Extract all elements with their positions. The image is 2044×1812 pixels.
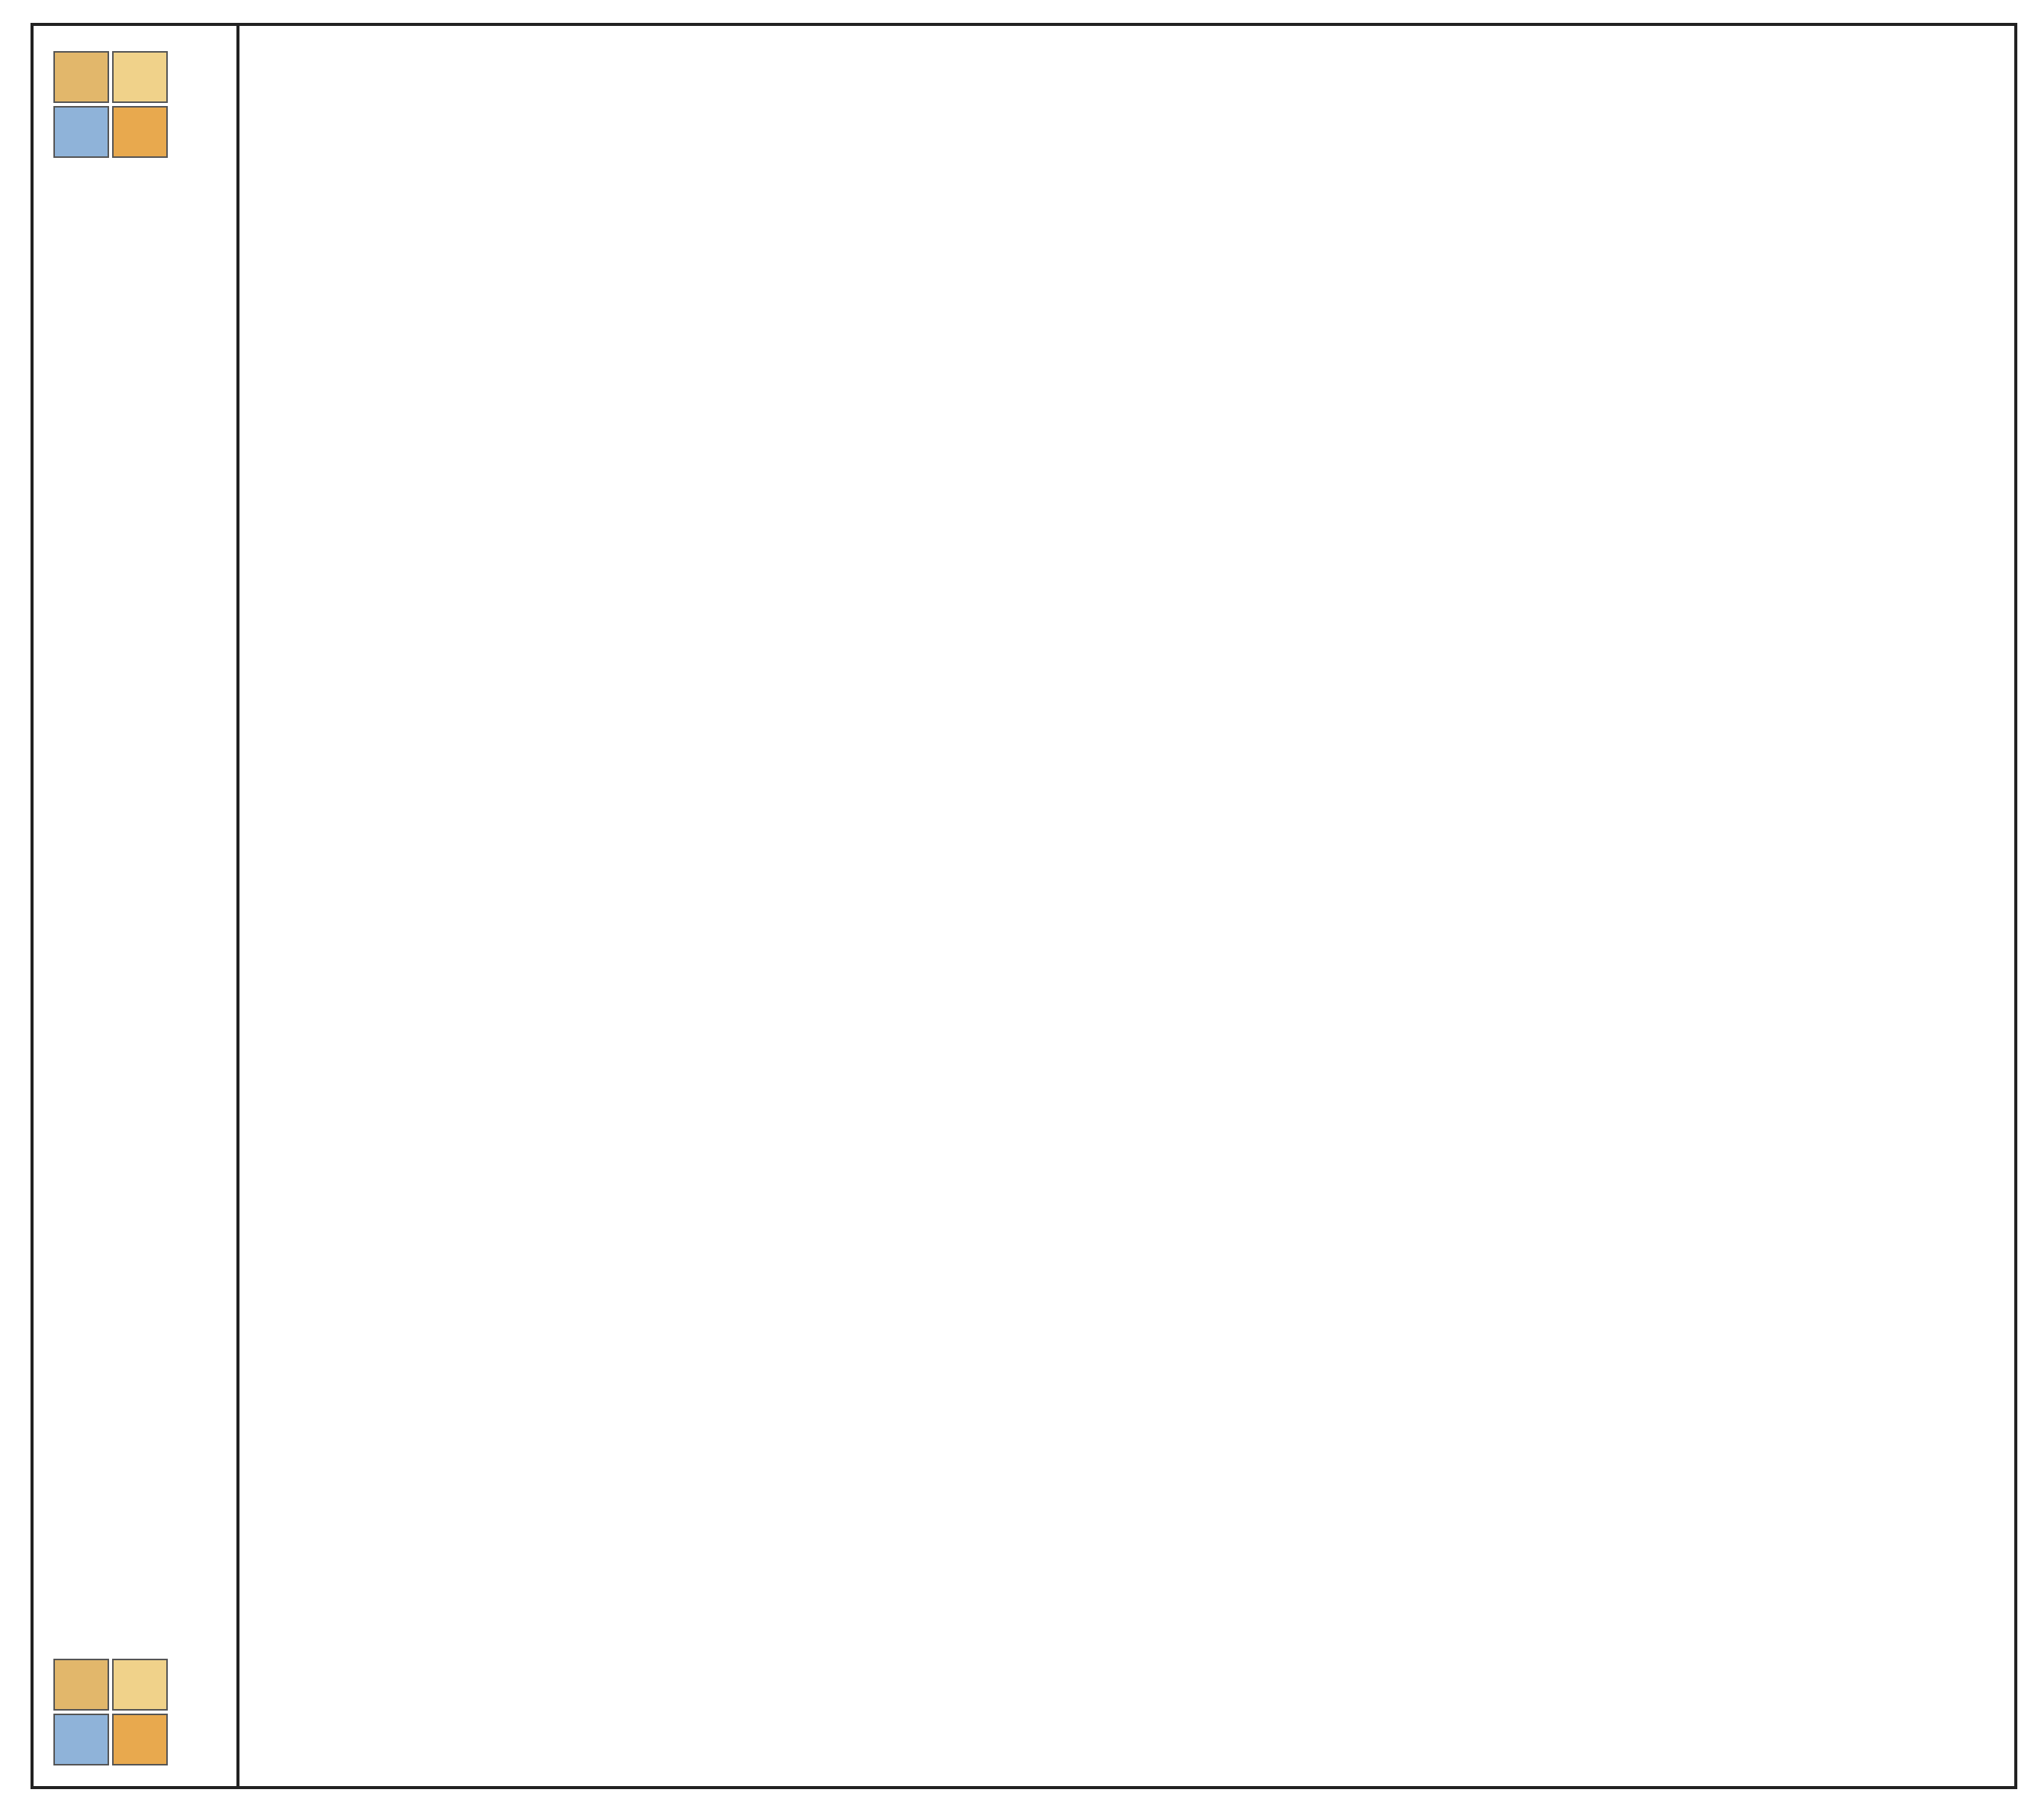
ria-kitchen-icon bbox=[53, 51, 168, 158]
chef-icon bbox=[53, 1659, 109, 1711]
pan-icon bbox=[112, 51, 168, 103]
header bbox=[34, 26, 239, 1786]
ria-logo-right bbox=[47, 47, 168, 162]
ria-kitchen-icon bbox=[53, 1659, 168, 1765]
pot-icon bbox=[112, 106, 168, 158]
knife-icon bbox=[53, 1714, 109, 1765]
knife-icon bbox=[53, 106, 109, 158]
chef-icon bbox=[53, 51, 109, 103]
ria-logo-left bbox=[47, 1655, 168, 1769]
pot-icon bbox=[112, 1714, 168, 1765]
pan-icon bbox=[112, 1659, 168, 1711]
menu-sheet bbox=[31, 23, 2017, 1789]
